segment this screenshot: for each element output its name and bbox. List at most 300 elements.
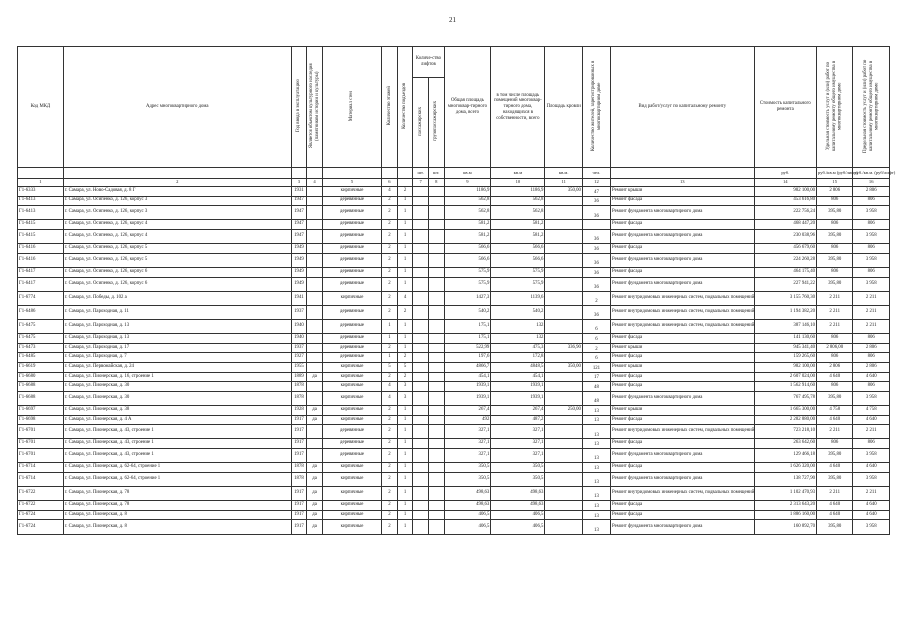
column-number: 1 [18,179,64,187]
table-row [18,425,890,439]
cell-lifts-passenger [413,382,429,392]
cell-work-type: Ремонт фасада [611,463,755,473]
cell-year: 1955 [291,363,307,373]
cell-owned-area: 350,5 [491,472,545,486]
cell-lifts-passenger [413,449,429,463]
cell-walls: деревянные [322,196,381,206]
cell-work-type: Ремонт фундамента многоквартирного дома [611,206,755,220]
cell-year: 1917 [291,439,307,449]
cell-entrances: 1 [397,267,413,277]
cell-owned-area: 581,2 [491,220,545,230]
cell-code: Г1-6475 [18,334,64,344]
cell-work-type: Ремонт фундамента многоквартирного дома [611,253,755,267]
cell-residents: 36 [582,196,610,206]
cell-roof-area [545,305,582,319]
cell-lifts-passenger [413,244,429,254]
cell-year: 1941 [291,291,307,305]
header-max-unit-cost: Предельная стоимость услуг и (или) работ по капитальному ремонту общего имущества в многоквартирном доме [853,47,890,168]
table-row [18,372,890,382]
unit-residents: чел. [582,168,610,179]
cell-max-unit-cost: 2 211 [853,486,890,500]
cell-walls: деревянные [322,220,381,230]
cell-address: г. Самара, ул. Пионерская, д. 43, строение 1 [63,425,291,439]
cell-code: Г1-6701 [18,425,64,439]
cell-cost: 2 282 880,00 [754,415,816,425]
cell-unit-cost: 2 806 [817,363,853,373]
cell-year: 1917 [291,520,307,534]
cell-lifts-passenger [413,391,429,405]
cell-code: Г1-6714 [18,472,64,486]
cell-year: 1937 [291,343,307,353]
cell-lifts-cargo [428,391,444,405]
cell-heritage [307,305,323,319]
cell-work-type: Ремонт крыши [611,187,755,197]
cell-max-unit-cost: 3 958 [853,449,890,463]
cell-lifts-passenger [413,343,429,353]
table-row [18,463,890,473]
table-row [18,229,890,243]
cell-code: Г1-6688 [18,391,64,405]
cell-code: Г1-6680 [18,372,64,382]
cell-lifts-passenger [413,277,429,291]
cell-residents: 121 [582,363,610,373]
cell-floors: 2 [382,520,398,534]
cell-lifts-passenger [413,187,429,197]
cell-owned-area: 406,5 [491,510,545,520]
cell-roof-area [545,277,582,291]
cell-total-area: 522,99 [444,343,491,353]
cell-year: 1949 [291,244,307,254]
cell-total-area: 581,2 [444,220,491,230]
cell-walls: деревянные [322,439,381,449]
cell-heritage [307,320,323,334]
cell-code: Г1-6413 [18,196,64,206]
cell-code: Г1-6701 [18,449,64,463]
cell-unit-cost: 4 640 [817,415,853,425]
unit-lifts-passenger: шт. [413,168,429,179]
cell-cost: 1 562 914,60 [754,382,816,392]
cell-lifts-passenger [413,520,429,534]
cell-residents: 2 [582,343,610,353]
cell-unit-cost: 4 640 [817,372,853,382]
cell-residents: 13 [582,449,610,463]
table-row [18,334,890,344]
table-row [18,244,890,254]
cell-year: 1949 [291,267,307,277]
header-year: Год ввода в эксплуатацию [291,47,307,168]
cell-floors: 2 [382,229,398,243]
cell-lifts-passenger [413,415,429,425]
cell-heritage [307,229,323,243]
cell-work-type: Ремонт фасада [611,510,755,520]
cell-total-area: 4866,7 [444,363,491,373]
cell-owned-area: 327,1 [491,425,545,439]
cell-work-type: Ремонт крыши [611,363,755,373]
cell-max-unit-cost: 806 [853,353,890,363]
cell-address: г. Самара, ул. Победы, д. 102 а [63,291,291,305]
cell-heritage [307,253,323,267]
cell-owned-area: 1186,9 [491,187,545,197]
cell-owned-area: 540,2 [491,305,545,319]
cell-lifts-cargo [428,363,444,373]
cell-code: Г1-6415 [18,229,64,243]
cell-total-area: 492 [444,415,491,425]
cell-lifts-passenger [413,267,429,277]
cell-code: Г1-6724 [18,510,64,520]
cell-entrances: 1 [397,415,413,425]
cell-owned-area: 132 [491,334,545,344]
cell-code: Г1-6722 [18,486,64,500]
cell-floors: 4 [382,391,398,405]
column-number [397,179,413,187]
cell-year: 1917 [291,449,307,463]
cell-year: 1937 [291,305,307,319]
cell-unit-cost: 395,80 [817,391,853,405]
cell-work-type: Ремонт внутридомовых инженерных систем, подвальных помещений [611,291,755,305]
cell-lifts-passenger [413,229,429,243]
cell-lifts-cargo [428,449,444,463]
cell-owned-area: 575,9 [491,267,545,277]
cell-total-area: 581,2 [444,229,491,243]
cell-floors: 2 [382,425,398,439]
cell-address: г. Самара, ул. Пионерская, д. 30 [63,391,291,405]
header-roof-area: Площадь кровли [545,47,582,168]
cell-max-unit-cost: 806 [853,382,890,392]
cell-lifts-cargo [428,277,444,291]
cell-lifts-passenger [413,196,429,206]
cell-address: г. Самара, ул. Осипенко, д. 126, корпус 4 [63,229,291,243]
cell-roof-area [545,520,582,534]
cell-floors: 2 [382,220,398,230]
cell-cost: 141 130,60 [754,334,816,344]
cell-address: г. Самара, ул. Первомайская, д. 24 [63,363,291,373]
table-row [18,267,890,277]
column-number: 12 [582,179,610,187]
cell-max-unit-cost: 2 211 [853,305,890,319]
cell-total-area: 175,1 [444,320,491,334]
cell-max-unit-cost: 806 [853,196,890,206]
cell-lifts-cargo [428,334,444,344]
cell-code: Г1-6701 [18,439,64,449]
cell-unit-cost: 395,80 [817,206,853,220]
cell-roof-area: 350,00 [545,363,582,373]
cell-year: 1940 [291,320,307,334]
cell-entrances: 5 [397,363,413,373]
cell-heritage [307,220,323,230]
cell-residents: 13 [582,510,610,520]
cell-entrances: 3 [397,391,413,405]
cell-residents: 6 [582,353,610,363]
unit-max-unit-cost: руб./кв.м. (руб/лифт) [853,168,890,179]
cell-floors: 5 [382,363,398,373]
cell-total-area: 406,5 [444,510,491,520]
cell-address: г. Самара, ул. Пионерская, д. 30 [63,382,291,392]
cell-cost: 3 155 760,30 [754,291,816,305]
cell-unit-cost: 2 806 [817,187,853,197]
cell-roof-area [545,391,582,405]
cell-code: Г1-6619 [18,363,64,373]
cell-work-type: Ремонт внутридомовых инженерных систем, подвальных помещений [611,486,755,500]
cell-year: 1949 [291,253,307,267]
header-total-area: Общая площадь многоквар-тирного дома, всего [444,47,491,168]
cell-owned-area: 498,63 [491,501,545,511]
cell-work-type: Ремонт фасада [611,415,755,425]
cell-walls: деревянные [322,320,381,334]
cell-heritage [307,291,323,305]
cell-address: г. Самара, ул. Пионерская, д. 62-64, строение 1 [63,463,291,473]
column-number: 3 [291,179,307,187]
unit-roof-area: кв.м. [545,168,582,179]
cell-walls: кирпичные [322,187,381,197]
cell-unit-cost: 806 [817,220,853,230]
header-walls: Материал стен [322,47,381,168]
cell-heritage: да [307,510,323,520]
cell-floors: 2 [382,206,398,220]
cell-unit-cost: 395,80 [817,520,853,534]
cell-code: Г1-6698 [18,415,64,425]
cell-entrances: 1 [397,510,413,520]
column-number: 4 [307,179,323,187]
cell-work-type: Ремонт фундамента многоквартирного дома [611,229,755,243]
cell-year: 1917 [291,510,307,520]
cell-entrances: 2 [397,353,413,363]
cell-cost: 129 466,18 [754,449,816,463]
cell-roof-area: 336,90 [545,343,582,353]
table-row [18,510,890,520]
cell-floors: 2 [382,253,398,267]
cell-entrances: 1 [397,196,413,206]
cell-year: 1947 [291,220,307,230]
cell-total-area: 498,63 [444,486,491,500]
cell-roof-area [545,463,582,473]
cell-residents: 36 [582,267,610,277]
cell-floors: 2 [382,305,398,319]
cell-entrances: 1 [397,206,413,220]
table-row [18,520,890,534]
cell-owned-area: 581,2 [491,229,545,243]
cell-year: 1927 [291,353,307,363]
cell-year: 1928 [291,406,307,416]
table-row [18,206,890,220]
capital-repair-table [17,46,896,535]
cell-unit-cost: 4 640 [817,510,853,520]
cell-total-area: 197,6 [444,353,491,363]
cell-cost: 456 679,60 [754,244,816,254]
cell-work-type: Ремонт фундамента многоквартирного дома [611,472,755,486]
cell-lifts-cargo [428,267,444,277]
cell-cost: 1 665 300,00 [754,406,816,416]
cell-lifts-passenger [413,253,429,267]
cell-owned-area: 454,1 [491,372,545,382]
cell-unit-cost: 4 640 [817,463,853,473]
cell-entrances: 3 [397,382,413,392]
cell-entrances: 1 [397,277,413,291]
cell-walls: деревянные [322,353,381,363]
cell-entrances: 1 [397,486,413,500]
cell-heritage [307,449,323,463]
cell-roof-area [545,267,582,277]
table-row [18,320,890,334]
cell-work-type: Ремонт фасада [611,501,755,511]
page-number: 21 [449,16,456,24]
cell-lifts-passenger [413,486,429,500]
cell-lifts-cargo [428,353,444,363]
cell-max-unit-cost: 806 [853,267,890,277]
cell-entrances: 2 [397,187,413,197]
cell-floors: 2 [382,291,398,305]
table-row [18,343,890,353]
cell-total-area: 566,6 [444,244,491,254]
cell-residents: 13 [582,520,610,534]
cell-address: г. Самара, ул. Пионерская, д. 8 [63,520,291,534]
cell-walls: деревянные [322,267,381,277]
cell-cost: 222 756,24 [754,206,816,220]
cell-heritage: да [307,472,323,486]
cell-year: 1878 [291,472,307,486]
cell-address: г. Самара, ул. Пионерская, д. 4 А [63,415,291,425]
cell-owned-area: 498,63 [491,486,545,500]
cell-unit-cost: 806 [817,334,853,344]
cell-code: Г1-6714 [18,463,64,473]
cell-entrances: 1 [397,439,413,449]
table-row [18,449,890,463]
table-row [18,196,890,206]
cell-floors: 2 [382,449,398,463]
cell-roof-area [545,229,582,243]
cell-year: 1949 [291,277,307,291]
cell-entrances: 1 [397,253,413,267]
cell-cost: 138 727,90 [754,472,816,486]
cell-entrances: 1 [397,343,413,353]
cell-cost: 160 892,70 [754,520,816,534]
cell-max-unit-cost: 3 958 [853,472,890,486]
table-row [18,277,890,291]
cell-unit-cost: 2 211 [817,291,853,305]
cell-entrances: 1 [397,406,413,416]
cell-floors: 2 [382,267,398,277]
cell-cost: 453 616,80 [754,196,816,206]
cell-lifts-passenger [413,334,429,344]
cell-lifts-cargo [428,501,444,511]
cell-walls: деревянные [322,449,381,463]
cell-residents: 36 [582,305,610,319]
column-number: 8 [428,179,444,187]
cell-address: г. Самара, ул. Ново-Садовая, д. 8 Г [63,187,291,197]
cell-max-unit-cost: 3 958 [853,520,890,534]
cell-heritage [307,439,323,449]
cell-lifts-cargo [428,244,444,254]
cell-residents: 13 [582,472,610,486]
cell-cost: 767 495,78 [754,391,816,405]
header-lifts-cargo: грузопассажирских [428,78,444,168]
unit-cost: руб. [754,168,816,179]
cell-max-unit-cost: 3 958 [853,391,890,405]
cell-heritage: да [307,463,323,473]
cell-heritage [307,277,323,291]
cell-address: г. Самара, ул. Пароходная, д. 13 [63,320,291,334]
cell-lifts-passenger [413,472,429,486]
cell-entrances: 2 [397,372,413,382]
cell-heritage [307,382,323,392]
table-body [18,187,890,535]
cell-owned-area: 575,9 [491,277,545,291]
cell-owned-area: 350,5 [491,463,545,473]
cell-floors: 2 [382,277,398,291]
cell-year: 1917 [291,425,307,439]
cell-owned-area: 406,5 [491,520,545,534]
cell-unit-cost: 395,80 [817,277,853,291]
cell-residents: 13 [582,463,610,473]
cell-code: Г1-6416 [18,253,64,267]
header-code: Код МКД [18,47,64,168]
header-cost: Стоимость капитального ремонта [754,47,816,168]
cell-walls: деревянные [322,334,381,344]
cell-work-type: Ремонт фундамента многоквартирного дома [611,391,755,405]
units-row [18,168,890,179]
cell-max-unit-cost: 806 [853,244,890,254]
cell-cost: 468 447,20 [754,220,816,230]
cell-residents: 47 [582,187,610,197]
cell-lifts-cargo [428,196,444,206]
cell-walls: кирпичные [322,363,381,373]
cell-lifts-passenger [413,363,429,373]
table-row [18,391,890,405]
column-number: 9 [444,179,491,187]
cell-cost: 227 941,22 [754,277,816,291]
cell-max-unit-cost: 2 211 [853,320,890,334]
cell-walls: кирпичные [322,510,381,520]
cell-lifts-cargo [428,187,444,197]
cell-total-area: 575,9 [444,267,491,277]
cell-code: Г1-6475 [18,320,64,334]
cell-lifts-passenger [413,501,429,511]
cell-work-type: Ремонт фасада [611,267,755,277]
cell-floors: 1 [382,320,398,334]
cell-total-area: 406,5 [444,520,491,534]
cell-unit-cost: 2 211 [817,486,853,500]
cell-entrances: 1 [397,501,413,511]
cell-lifts-cargo [428,439,444,449]
cell-code: Г1-6486 [18,305,64,319]
column-number: 11 [545,179,582,187]
cell-walls: кирпичные [322,486,381,500]
cell-residents: 36 [582,253,610,267]
cell-cost: 263 642,60 [754,439,816,449]
cell-walls: кирпичные [322,501,381,511]
cell-total-area: 327,1 [444,425,491,439]
header-unit-cost: Удельная стоимость услуг и (или) работ по капитальному ремонту общего имущества в многоквартирном доме [817,47,853,168]
cell-lifts-cargo [428,463,444,473]
cell-total-area: 1186,9 [444,187,491,197]
cell-walls: деревянные [322,253,381,267]
cell-residents: 17 [582,372,610,382]
cell-roof-area [545,291,582,305]
cell-cost: 1 626 320,00 [754,463,816,473]
column-number: 5 [322,179,381,187]
cell-cost: 982 100,00 [754,363,816,373]
cell-cost: 1 194 382,20 [754,305,816,319]
cell-year: 1947 [291,229,307,243]
cell-lifts-cargo [428,510,444,520]
cell-entrances: 1 [397,520,413,534]
cell-work-type: Ремонт фасада [611,220,755,230]
cell-total-area: 498,63 [444,501,491,511]
cell-unit-cost: 806 [817,439,853,449]
cell-cost: 464 175,40 [754,267,816,277]
cell-year: 1947 [291,196,307,206]
cell-total-area: 1939,1 [444,391,491,405]
cell-walls: кирпичные [322,291,381,305]
